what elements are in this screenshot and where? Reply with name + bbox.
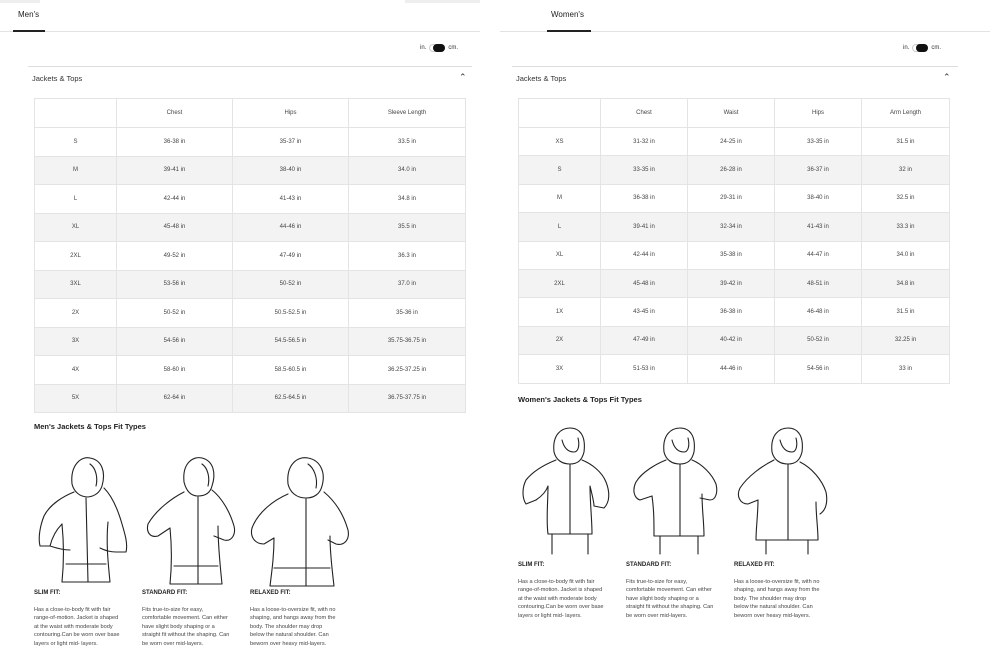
- table-cell: 39-42 in: [688, 269, 775, 297]
- table-cell: 31.5 in: [862, 298, 950, 326]
- relaxed-fit-illustration: [248, 452, 358, 587]
- size-label-cell: XL: [519, 241, 601, 269]
- table-cell: 54.5-56.5 in: [233, 327, 349, 356]
- table-row: [35, 185, 466, 214]
- column-header: Chest: [601, 99, 688, 128]
- table-cell: 35-37 in: [233, 128, 349, 157]
- table-header-row: [519, 99, 950, 128]
- unit-in-label[interactable]: in.: [903, 45, 910, 51]
- size-label-cell: 2X: [519, 326, 601, 354]
- size-label-cell: L: [519, 213, 601, 241]
- table-cell: 34.0 in: [349, 156, 466, 185]
- column-header: Hips: [775, 99, 862, 128]
- description-line: comfortable movement. Can either: [142, 615, 228, 622]
- fit-type-name: SLIM FIT:: [518, 562, 545, 568]
- size-label-cell: S: [35, 128, 117, 157]
- size-label-cell: S: [519, 156, 601, 184]
- fit-type-description: [518, 578, 604, 620]
- column-header: Hips: [233, 99, 349, 128]
- table-row: [519, 128, 950, 156]
- table-cell: 33 in: [862, 355, 950, 383]
- table-cell: 50-52 in: [233, 270, 349, 299]
- table-cell: 31.5 in: [862, 128, 950, 156]
- tab-ghost-bar: [405, 0, 480, 3]
- description-line: have slight body shaping or a: [142, 623, 215, 630]
- description-line: body. The shoulder may drop: [734, 595, 807, 602]
- table-cell: 35.5 in: [349, 213, 466, 242]
- size-column-header: [519, 99, 601, 128]
- table-cell: 35-36 in: [349, 299, 466, 328]
- size-label-cell: 2XL: [519, 269, 601, 297]
- table-row: [35, 213, 466, 242]
- table-row: [519, 156, 950, 184]
- table-cell: 62.5-64.5 in: [233, 384, 349, 413]
- column-header: Chest: [117, 99, 233, 128]
- description-line: range-of-motion. Jacket is shaped: [518, 587, 603, 594]
- column-header: Sleeve Length: [349, 99, 466, 128]
- section-divider: [28, 66, 472, 67]
- table-row: [35, 242, 466, 271]
- table-cell: 33.5 in: [349, 128, 466, 157]
- table-cell: 49-52 in: [117, 242, 233, 271]
- table-cell: 47-49 in: [233, 242, 349, 271]
- size-label-cell: 5X: [35, 384, 117, 413]
- unit-toggle[interactable]: [903, 44, 941, 52]
- fit-type-description: [250, 606, 336, 648]
- size-label-cell: 3X: [519, 355, 601, 383]
- table-cell: 58.5-60.5 in: [233, 356, 349, 385]
- description-line: Fits true-to-size for easy,: [626, 579, 688, 585]
- column-header: Waist: [688, 99, 775, 128]
- table-cell: 37.0 in: [349, 270, 466, 299]
- description-line: shaping, and hangs away from the: [734, 587, 820, 594]
- size-label-cell: 2X: [35, 299, 117, 328]
- table-cell: 62-64 in: [117, 384, 233, 413]
- womens-panel: [500, 0, 990, 670]
- table-cell: 42-44 in: [601, 241, 688, 269]
- table-cell: 36.25-37.25 in: [349, 356, 466, 385]
- description-line: have slight body shaping or a: [626, 595, 699, 602]
- description-line: beworn over heavy mid-layers.: [734, 612, 811, 619]
- table-cell: 41-43 in: [233, 185, 349, 214]
- description-line: body. The shoulder may drop: [250, 623, 323, 630]
- table-cell: 36-38 in: [688, 298, 775, 326]
- table-row: [35, 384, 466, 413]
- active-tab-underline: [547, 30, 591, 32]
- description-line: Fits true-to-size for easy,: [142, 607, 204, 613]
- table-row: [519, 213, 950, 241]
- size-label-cell: L: [35, 185, 117, 214]
- table-row: [35, 356, 466, 385]
- table-cell: 32.25 in: [862, 326, 950, 354]
- column-header: Arm Length: [862, 99, 950, 128]
- fit-type-description: [626, 578, 713, 620]
- table-cell: 50-52 in: [117, 299, 233, 328]
- description-line: be worn over mid-layers.: [142, 640, 204, 647]
- table-cell: 36.3 in: [349, 242, 466, 271]
- table-cell: 43-45 in: [601, 298, 688, 326]
- description-line: comfortable movement. Can either: [626, 587, 712, 594]
- standard-fit-illustration: [626, 426, 726, 556]
- table-row: [35, 299, 466, 328]
- slim-fit-illustration: [518, 426, 618, 556]
- section-title-jackets-tops[interactable]: Jackets & Tops: [32, 74, 83, 83]
- womens-tab-bar: [500, 0, 990, 32]
- size-label-cell: M: [519, 184, 601, 212]
- description-line: layers or light mid- layers.: [34, 640, 98, 647]
- size-label-cell: M: [35, 156, 117, 185]
- table-cell: 38-40 in: [775, 184, 862, 212]
- table-cell: 35.75-36.75 in: [349, 327, 466, 356]
- table-row: [519, 184, 950, 212]
- unit-cm-label[interactable]: cm.: [931, 45, 942, 51]
- table-cell: 54-56 in: [117, 327, 233, 356]
- fit-types-heading: Men's Jackets & Tops Fit Types: [34, 422, 146, 431]
- table-cell: 33-35 in: [601, 156, 688, 184]
- fit-type-name: STANDARD FIT:: [142, 590, 188, 596]
- fit-type-description: [734, 578, 820, 620]
- table-cell: 39-41 in: [601, 213, 688, 241]
- size-label-cell: 2XL: [35, 242, 117, 271]
- table-cell: 24-25 in: [688, 128, 775, 156]
- tab-mens[interactable]: Men's: [18, 10, 40, 19]
- table-cell: 29-31 in: [688, 184, 775, 212]
- size-label-cell: 3X: [35, 327, 117, 356]
- description-line: be worn over mid-layers.: [626, 612, 688, 619]
- table-cell: 41-43 in: [775, 213, 862, 241]
- table-cell: 44-46 in: [688, 355, 775, 383]
- table-cell: 53-56 in: [117, 270, 233, 299]
- switch-knob: [916, 44, 928, 52]
- description-line: Has a close-to-body fit with fair: [518, 579, 595, 585]
- table-cell: 33-35 in: [775, 128, 862, 156]
- size-label-cell: XL: [35, 213, 117, 242]
- description-line: contouring.Can be worn over base: [518, 604, 604, 611]
- table-cell: 47-49 in: [601, 326, 688, 354]
- table-cell: 32-34 in: [688, 213, 775, 241]
- unit-in-label[interactable]: in.: [420, 45, 427, 51]
- description-line: straight fit without the shaping. Can: [142, 632, 230, 639]
- section-title-jackets-tops[interactable]: Jackets & Tops: [516, 74, 567, 83]
- unit-toggle[interactable]: [420, 44, 458, 52]
- table-cell: 45-48 in: [117, 213, 233, 242]
- unit-cm-label[interactable]: cm.: [448, 45, 459, 51]
- description-line: layers or light mid- layers.: [518, 612, 582, 619]
- table-cell: 44-47 in: [775, 241, 862, 269]
- unit-switch[interactable]: [912, 44, 928, 52]
- table-cell: 58-60 in: [117, 356, 233, 385]
- table-row: [35, 270, 466, 299]
- description-line: contouring.Can be worn over base: [34, 632, 120, 639]
- size-label-cell: 3XL: [35, 270, 117, 299]
- chevron-up-icon[interactable]: ⌃: [459, 72, 467, 82]
- size-label-cell: XS: [519, 128, 601, 156]
- table-cell: 31-32 in: [601, 128, 688, 156]
- table-cell: 45-48 in: [601, 269, 688, 297]
- table-row: [519, 298, 950, 326]
- table-row: [35, 128, 466, 157]
- table-cell: 46-48 in: [775, 298, 862, 326]
- table-cell: 32 in: [862, 156, 950, 184]
- size-label-cell: 4X: [35, 356, 117, 385]
- fit-type-name: SLIM FIT:: [34, 590, 61, 596]
- table-cell: 33.3 in: [862, 213, 950, 241]
- table-header-row: [35, 99, 466, 128]
- table-row: [519, 355, 950, 383]
- tab-ghost-bar: [0, 0, 40, 3]
- table-cell: 50-52 in: [775, 326, 862, 354]
- description-line: range-of-motion. Jacket is shaped: [34, 615, 119, 622]
- table-cell: 32.5 in: [862, 184, 950, 212]
- tab-womens[interactable]: Women's: [551, 10, 584, 19]
- mens-tab-bar: [0, 0, 480, 32]
- table-cell: 39-41 in: [117, 156, 233, 185]
- table-cell: 42-44 in: [117, 185, 233, 214]
- description-line: beworn over heavy mid-layers.: [250, 640, 327, 647]
- table-cell: 35-38 in: [688, 241, 775, 269]
- description-line: Has a close-to-body fit with fair: [34, 607, 111, 613]
- size-column-header: [35, 99, 117, 128]
- unit-switch[interactable]: [429, 44, 445, 52]
- table-cell: 36-37 in: [775, 156, 862, 184]
- table-row: [35, 327, 466, 356]
- description-line: at the waist with moderate body: [518, 595, 597, 602]
- table-cell: 36-38 in: [601, 184, 688, 212]
- table-cell: 50.5-52.5 in: [233, 299, 349, 328]
- description-line: at the waist with moderate body: [34, 623, 113, 630]
- standard-fit-illustration: [140, 452, 250, 587]
- table-row: [35, 156, 466, 185]
- table-row: [519, 326, 950, 354]
- table-cell: 48-51 in: [775, 269, 862, 297]
- description-line: Has a loose-to-oversize fit, with no: [734, 579, 820, 585]
- description-line: below the natural shoulder. Can: [250, 632, 329, 639]
- mens-size-table: [34, 98, 466, 413]
- table-row: [519, 269, 950, 297]
- table-cell: 34.8 in: [862, 269, 950, 297]
- table-cell: 26-28 in: [688, 156, 775, 184]
- fit-type-name: STANDARD FIT:: [626, 562, 672, 568]
- description-line: Has a loose-to-oversize fit, with no: [250, 607, 336, 613]
- fit-type-name: RELAXED FIT:: [734, 562, 775, 568]
- relaxed-fit-illustration: [734, 426, 834, 556]
- section-divider: [512, 66, 958, 67]
- womens-size-table: [518, 98, 950, 384]
- mens-panel: [0, 0, 480, 670]
- table-cell: 36-38 in: [117, 128, 233, 157]
- table-cell: 40-42 in: [688, 326, 775, 354]
- fit-type-name: RELAXED FIT:: [250, 590, 291, 596]
- fit-type-description: [142, 606, 229, 648]
- description-line: below the natural shoulder. Can: [734, 604, 813, 611]
- table-row: [519, 241, 950, 269]
- table-cell: 38-40 in: [233, 156, 349, 185]
- switch-knob: [433, 44, 445, 52]
- table-cell: 44-46 in: [233, 213, 349, 242]
- description-line: shaping, and hangs away from the: [250, 615, 336, 622]
- active-tab-underline: [13, 30, 45, 32]
- chevron-up-icon[interactable]: ⌃: [943, 72, 951, 82]
- table-cell: 36.75-37.75 in: [349, 384, 466, 413]
- fit-types-heading: Women's Jackets & Tops Fit Types: [518, 395, 642, 404]
- slim-fit-illustration: [30, 452, 140, 587]
- table-cell: 34.8 in: [349, 185, 466, 214]
- description-line: straight fit without the shaping. Can: [626, 604, 714, 611]
- fit-type-description: [34, 606, 120, 648]
- table-cell: 34.0 in: [862, 241, 950, 269]
- table-cell: 54-56 in: [775, 355, 862, 383]
- size-label-cell: 1X: [519, 298, 601, 326]
- table-cell: 51-53 in: [601, 355, 688, 383]
